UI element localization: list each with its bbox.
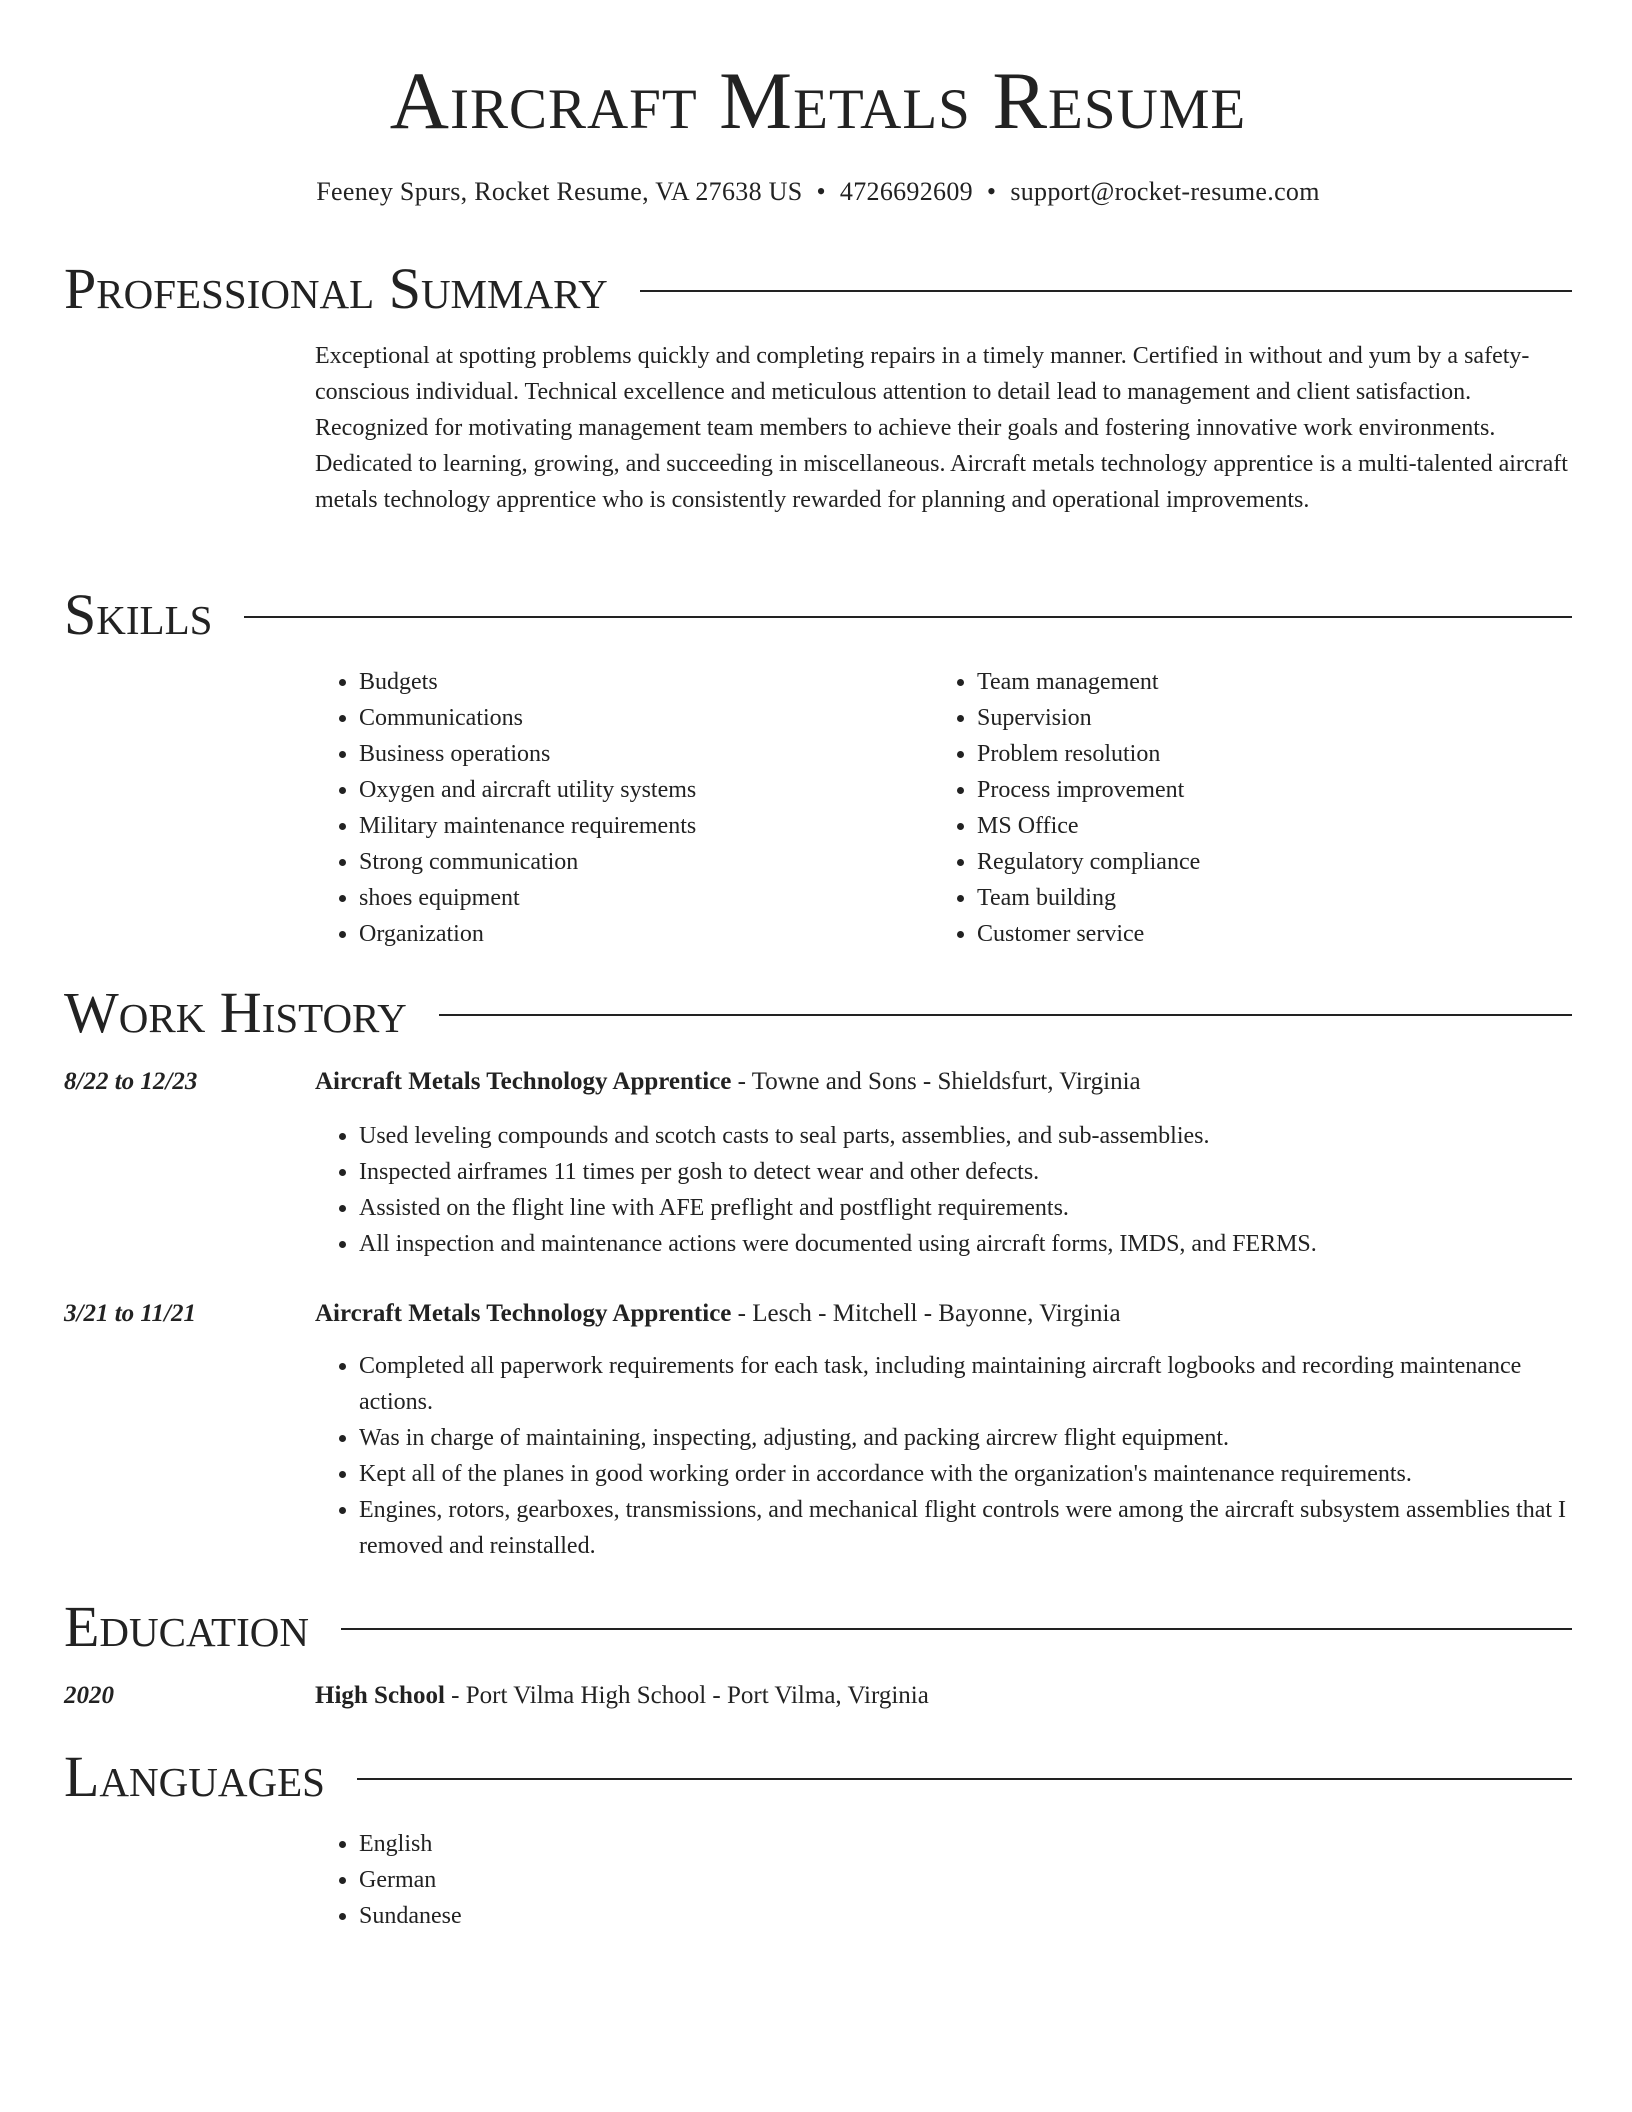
languages-section-header: [64, 1744, 1572, 1809]
summary-text: Exceptional at spotting problems quickly and completing repairs in a timely manner. Certified in without and yum by a safety-conscious individual. Technical excellence and meticulous attention to detail lead to management and client satisfaction. Recognized for motivating management team members to achieve their goals and fostering innovative work environments. Dedicated to learning, growing, and succeeding in miscellaneous. Aircraft metals technology apprentice is a multi-talented aircraft metals technology apprentice who is consistently rewarded for planning and operational improvements.: [315, 343, 1568, 513]
work-heading: Work History: [64, 980, 407, 1045]
job-title: Aircraft Metals Technology Apprentice: [315, 1068, 732, 1095]
language-item: • English: [359, 1826, 1572, 1862]
skills-list: [315, 664, 1572, 952]
skill-item: • Budgets: [359, 664, 933, 700]
language-item: • Sundanese: [359, 1898, 1572, 1934]
job-dates: 8/22 to 12/23: [64, 1068, 198, 1095]
job-heading: [315, 1064, 1572, 1100]
section-divider: [640, 290, 1572, 292]
job-bullets: [315, 1118, 1572, 1262]
skill-item: • Team building: [977, 880, 1551, 916]
skill-item: • Business operations: [359, 736, 933, 772]
education-school: - Port Vilma High School - Port Vilma, Virginia: [444, 1682, 929, 1709]
job-bullet: • Assisted on the flight line with AFE preflight and postflight requirements.: [359, 1190, 1572, 1226]
job-employer: - Towne and Sons - Shieldsfurt, Virginia: [731, 1068, 1141, 1095]
job-title: Aircraft Metals Technology Apprentice: [315, 1300, 732, 1327]
education-entry: [315, 1678, 1572, 1714]
resume-title: Aircraft Metals Resume: [389, 55, 1247, 146]
job-bullet: • Kept all of the planes in good working order in accordance with the organization's maintenance requirements.: [359, 1456, 1572, 1492]
skill-item: • MS Office: [977, 808, 1551, 844]
education-degree: High School: [315, 1682, 445, 1709]
skill-item: • Supervision: [977, 700, 1551, 736]
job-heading: [315, 1296, 1572, 1332]
job-bullet: • Used leveling compounds and scotch casts to seal parts, assemblies, and sub-assemblies.: [359, 1118, 1572, 1154]
skill-item: • Oxygen and aircraft utility systems: [359, 772, 933, 808]
skill-item: • Customer service: [977, 916, 1551, 952]
education-year: 2020: [64, 1682, 114, 1709]
language-item: • German: [359, 1862, 1572, 1898]
section-divider: [341, 1628, 1572, 1630]
job-bullet: • Was in charge of maintaining, inspecting, adjusting, and packing aircrew flight equipment.: [359, 1420, 1572, 1456]
section-divider: [439, 1014, 1572, 1016]
job-bullet: • Completed all paperwork requirements for each task, including maintaining aircraft logbooks and recording maintenance actions.: [359, 1348, 1572, 1420]
contact-separator: •: [816, 177, 826, 206]
languages-list: [315, 1826, 1572, 1934]
education-heading: Education: [64, 1594, 309, 1659]
job-bullet: • Engines, rotors, gearboxes, transmissions, and mechanical flight controls were among the aircraft subsystem assemblies that I removed and reinstalled.: [359, 1492, 1572, 1564]
skill-item: • Communications: [359, 700, 933, 736]
education-section-header: [64, 1594, 1572, 1659]
work-section-header: [64, 980, 1572, 1045]
skills-column-right: [933, 664, 1551, 952]
skills-section-header: [64, 582, 1572, 647]
summary-section-header: [64, 256, 1572, 321]
summary-heading: Professional Summary: [64, 256, 608, 321]
skill-item: • Process improvement: [977, 772, 1551, 808]
job-bullet: • All inspection and maintenance actions were documented using aircraft forms, IMDS, and FERMS.: [359, 1226, 1572, 1262]
skill-item: • Strong communication: [359, 844, 933, 880]
skill-item: • Organization: [359, 916, 933, 952]
contact-separator: •: [986, 177, 997, 206]
job-bullet: • Inspected airframes 11 times per gosh to detect wear and other defects.: [359, 1154, 1572, 1190]
contact-address: Feeney Spurs, Rocket Resume, VA 27638 US: [316, 177, 803, 206]
contact-line: [64, 174, 1572, 210]
skill-item: • Team management: [977, 664, 1551, 700]
languages-heading: Languages: [64, 1744, 325, 1809]
job-employer: - Lesch - Mitchell - Bayonne, Virginia: [731, 1300, 1121, 1327]
skill-item: • Military maintenance requirements: [359, 808, 933, 844]
skills-heading: Skills: [64, 582, 213, 647]
skills-column-left: [315, 664, 933, 952]
section-divider: [357, 1778, 1572, 1780]
contact-phone: 4726692609: [839, 177, 973, 206]
job-dates: 3/21 to 11/21: [64, 1300, 196, 1327]
skill-item: • shoes equipment: [359, 880, 933, 916]
section-divider: [244, 616, 1572, 618]
skill-item: • Problem resolution: [977, 736, 1551, 772]
contact-email: support@rocket-resume.com: [1010, 177, 1320, 206]
job-bullets: [315, 1348, 1572, 1564]
skill-item: • Regulatory compliance: [977, 844, 1551, 880]
